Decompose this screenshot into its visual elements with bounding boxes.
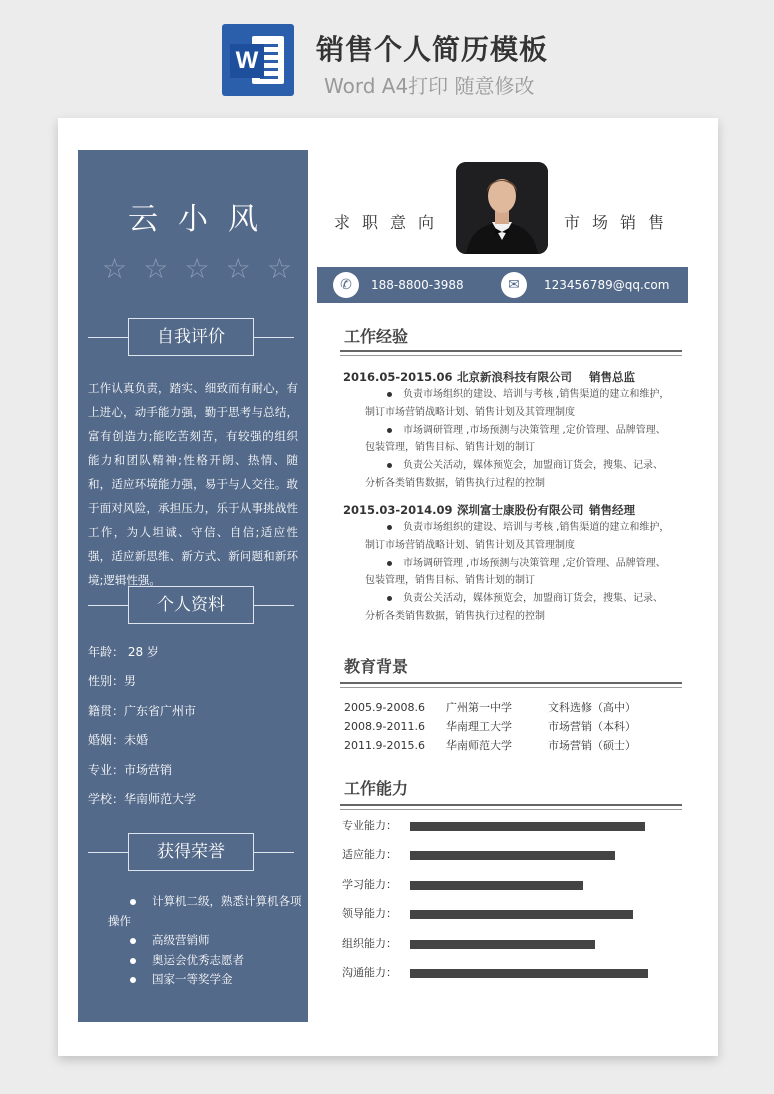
info-school: 学校：华南师范大学 <box>88 791 197 806</box>
skill-row: 领导能力： <box>342 906 682 935</box>
avatar <box>456 162 548 254</box>
job-date: 2015.03-2014.09 <box>343 503 453 517</box>
education-row: 2005.9-2008.6 广州第一中学 文科选修（高中） <box>344 701 636 714</box>
info-marital: 婚姻：未婚 <box>88 733 149 748</box>
honors-header <box>88 833 294 873</box>
job-intent-label: 求职意向 <box>334 213 447 232</box>
skill-bar <box>410 851 615 860</box>
rating-stars <box>102 254 292 284</box>
banner-title: 销售个人简历模板 <box>316 33 549 66</box>
job-company: 深圳富士康股份有限公司 <box>457 503 584 517</box>
self-eval-heading: 自我评价 <box>128 318 254 356</box>
skill-bar <box>410 969 648 978</box>
education-list <box>344 698 684 755</box>
contact-email: 123456789@qq.com <box>544 278 670 292</box>
skill-bar <box>410 822 645 831</box>
job-title: 销售总监 <box>589 370 635 384</box>
personal-header <box>88 586 294 626</box>
skill-row: 学习能力： <box>342 877 682 906</box>
honors-list <box>108 892 304 990</box>
skills-rule <box>340 804 682 810</box>
mail-icon: ✉ <box>501 272 527 298</box>
candidate-name: 云小风 <box>128 202 278 237</box>
self-eval-header <box>88 318 294 358</box>
skills-heading: 工作能力 <box>344 779 409 798</box>
skills-list <box>342 818 682 994</box>
work-rule <box>340 350 682 356</box>
contact-phone: 188-8800-3988 <box>371 278 464 292</box>
education-heading: 教育背景 <box>344 657 409 676</box>
job-title: 销售经理 <box>589 503 635 517</box>
resume-page <box>58 118 718 1056</box>
education-rule <box>340 682 682 688</box>
honor-item: 计算机二级，熟悉计算机各项 操作 <box>108 892 304 931</box>
personal-heading: 个人资料 <box>128 586 254 624</box>
info-major: 专业：市场营销 <box>88 762 173 777</box>
skill-row: 专业能力： <box>342 818 682 847</box>
page-banner <box>0 0 774 110</box>
education-row: 2011.9-2015.6 华南师范大学 市场营销（硕士） <box>344 739 636 752</box>
resume-sidebar <box>78 150 308 1022</box>
info-gender: 性别：男 <box>88 674 137 689</box>
star-icon: ☆ <box>266 252 292 285</box>
job-date: 2016.05-2015.06 <box>343 370 453 384</box>
star-icon: ☆ <box>143 252 169 285</box>
honors-heading: 获得荣誉 <box>128 833 254 871</box>
contact-bar <box>317 267 688 303</box>
info-age: 年龄： 28 岁 <box>88 645 159 659</box>
skill-row: 沟通能力： <box>342 965 682 994</box>
skill-row: 组织能力： <box>342 936 682 965</box>
job-entry-2 <box>343 502 683 626</box>
star-icon: ☆ <box>225 252 251 285</box>
word-logo-icon <box>222 24 294 96</box>
job-entry-1 <box>343 369 683 493</box>
phone-icon: ✆ <box>333 272 359 298</box>
skill-row: 适应能力： <box>342 847 682 876</box>
skill-bar <box>410 940 595 949</box>
job-duties: 负责市场组织的建设、培训与考核 ,销售渠道的建立和维护， 制订市场营销战略计划、销售计划及其管理制度 市场调研管理 ,市场预测与决策管理 ,定价管理、品牌管理、 包装管理，销售目标、销售计划的制订 负责公关活动，媒体预览会，加盟商订货会，搜集、记录、 分析各类销售数据，销售执行过程的控制 <box>343 386 683 493</box>
star-icon: ☆ <box>102 252 128 285</box>
honor-item: 奥运会优秀志愿者 <box>108 951 304 971</box>
star-icon: ☆ <box>184 252 210 285</box>
skill-bar <box>410 881 583 890</box>
personal-info-list <box>88 640 298 816</box>
info-hometown: 籍贯：广东省广州市 <box>88 703 197 718</box>
skill-bar <box>410 910 633 919</box>
banner-subtitle: Word A4打印 随意修改 <box>324 74 535 98</box>
job-company: 北京新浪科技有限公司 <box>457 370 572 384</box>
word-logo-letter: W <box>230 44 264 78</box>
job-intent-value: 市场销售 <box>564 213 677 232</box>
education-row: 2008.9-2011.6 华南理工大学 市场营销（本科） <box>344 720 636 733</box>
self-eval-text: 工作认真负责，踏实、细致而有耐心，有上进心，动手能力强，勤于思考与总结，富有创造力;能吃苦刻苦，有较强的组织能力和团队精神;性格开朗、热情、随和，适应环境能力强，易于与人交往。敢于面对风险，承担压力，乐于从事挑战性工作，为人坦诚、守信、自信;适应性强，适应新思维、新方式、新问题和新环境;逻辑性强。 <box>88 381 298 587</box>
avatar-photo <box>456 162 548 254</box>
job-duties: 负责市场组织的建设、培训与考核 ,销售渠道的建立和维护， 制订市场营销战略计划、销售计划及其管理制度 市场调研管理 ,市场预测与决策管理 ,定价管理、品牌管理、 包装管理，销售目标、销售计划的制订 负责公关活动，媒体预览会，加盟商订货会，搜集、记录、 分析各类销售数据，销售执行过程的控制 <box>343 519 683 626</box>
honor-item: 高级营销师 <box>108 931 304 951</box>
work-heading: 工作经验 <box>344 327 409 346</box>
honor-item: 国家一等奖学金 <box>108 970 304 990</box>
